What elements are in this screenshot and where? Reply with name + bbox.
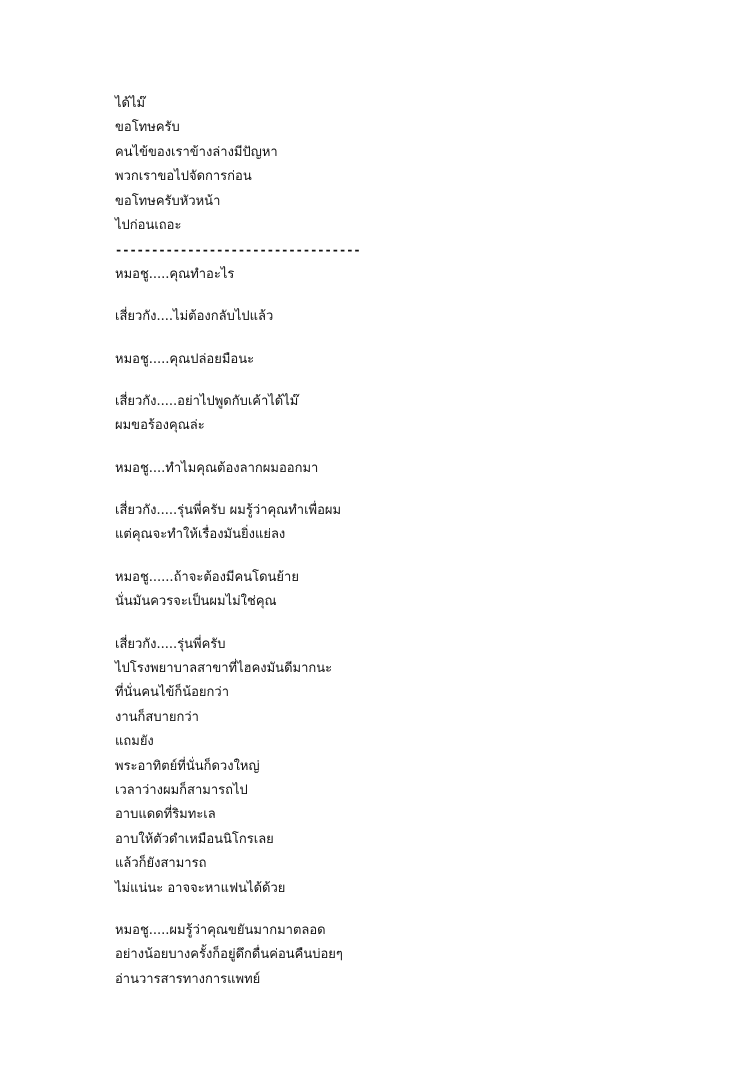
dialogue-line: อย่างน้อยบางครั้งก็อยู่ดึกดื่นค่อนคืนบ่อยๆ	[115, 947, 343, 963]
dialogue-line: งานก็สบายกว่า	[115, 709, 199, 725]
dialogue-line: เวลาว่างผมก็สามารถไป	[115, 782, 248, 798]
dialogue-line: เสี่ยวกัง.....อย่าไปพูดกับเค้าได้ไม๊	[115, 393, 299, 409]
text-line: คนไข้ของเราข้างล่างมีปัญหา	[115, 144, 278, 160]
dialogue-line: อ่านวารสารทางการแพทย์	[115, 971, 261, 987]
intro-block	[115, 92, 675, 238]
dialogue-line: นั่นมันควรจะเป็นผมไม่ใช่คุณ	[115, 594, 277, 610]
dialogue-line: หมอชู....ทำไมคุณต้องลากผมออกมา	[115, 460, 319, 476]
dialogue-line: เสี่ยวกัง.....รุ่นพี่ครับ	[115, 636, 226, 652]
dialogue-line: ที่นั่นคนไข้ก็น้อยกว่า	[115, 685, 230, 701]
paragraph-gap	[115, 330, 675, 348]
paragraph-gap	[115, 372, 675, 390]
dialogue-line: พระอาทิตย์ที่นั่นก็ดวงใหญ่	[115, 758, 260, 774]
text-line: พวกเราขอไปจัดการก่อน	[115, 169, 252, 185]
dialogue-line: เสี่ยวกัง....ไม่ต้องกลับไปแล้ว	[115, 309, 274, 325]
dialogue-line: แต่คุณจะทำให้เรื่องมันยิ่งแย่ลง	[115, 527, 286, 543]
text-line: ขอโทษครับหัวหน้า	[115, 193, 221, 209]
dialogue-block-5	[115, 457, 675, 481]
paragraph-gap	[115, 287, 675, 305]
paragraph-gap	[115, 901, 675, 919]
document-body	[115, 92, 675, 992]
dialogue-block-6	[115, 499, 675, 548]
dialogue-line: หมอชู.....คุณทำอะไร	[115, 266, 235, 282]
dialogue-line: แล้วก็ยังสามารถ	[115, 856, 207, 872]
text-line: ขอโทษครับ	[115, 120, 180, 136]
dialogue-line: ไม่แน่นะ อาจจะหาแฟนได้ด้วย	[115, 880, 286, 896]
dialogue-line: หมอชู......ถ้าจะต้องมีคนโดนย้าย	[115, 569, 299, 585]
dialogue-block-4	[115, 390, 675, 439]
paragraph-gap	[115, 439, 675, 457]
dialogue-block-7	[115, 566, 675, 615]
dialogue-line: อาบให้ตัวดำเหมือนนิโกรเลย	[115, 831, 274, 847]
dialogue-line: แถมยัง	[115, 734, 154, 750]
paragraph-gap	[115, 481, 675, 499]
dialogue-line: ผมขอร้องคุณล่ะ	[115, 418, 205, 434]
dialogue-block-1	[115, 263, 675, 287]
text-line: ได้ไม๊	[115, 96, 146, 111]
dialogue-line: หมอชู.....คุณปล่อยมือนะ	[115, 351, 255, 367]
dialogue-block-2	[115, 305, 675, 329]
paragraph-gap	[115, 548, 675, 566]
divider: ----------------------------------	[115, 243, 361, 258]
dialogue-block-9	[115, 919, 675, 992]
dialogue-block-3	[115, 348, 675, 372]
paragraph-gap	[115, 615, 675, 633]
dialogue-block-8	[115, 633, 675, 901]
dialogue-line: ไปโรงพยาบาลสาขาที่ไฮคงมันดีมากนะ	[115, 661, 333, 677]
dialogue-line: เสี่ยวกัง.....รุ่นพี่ครับ ผมรู้ว่าคุณทำเพื่อผม	[115, 503, 342, 519]
dialogue-line: หมอชู.....ผมรู้ว่าคุณขยันมากมาตลอด	[115, 922, 326, 938]
text-line: ไปก่อนเถอะ	[115, 217, 182, 233]
dialogue-line: อาบแดดที่ริมทะเล	[115, 807, 216, 823]
